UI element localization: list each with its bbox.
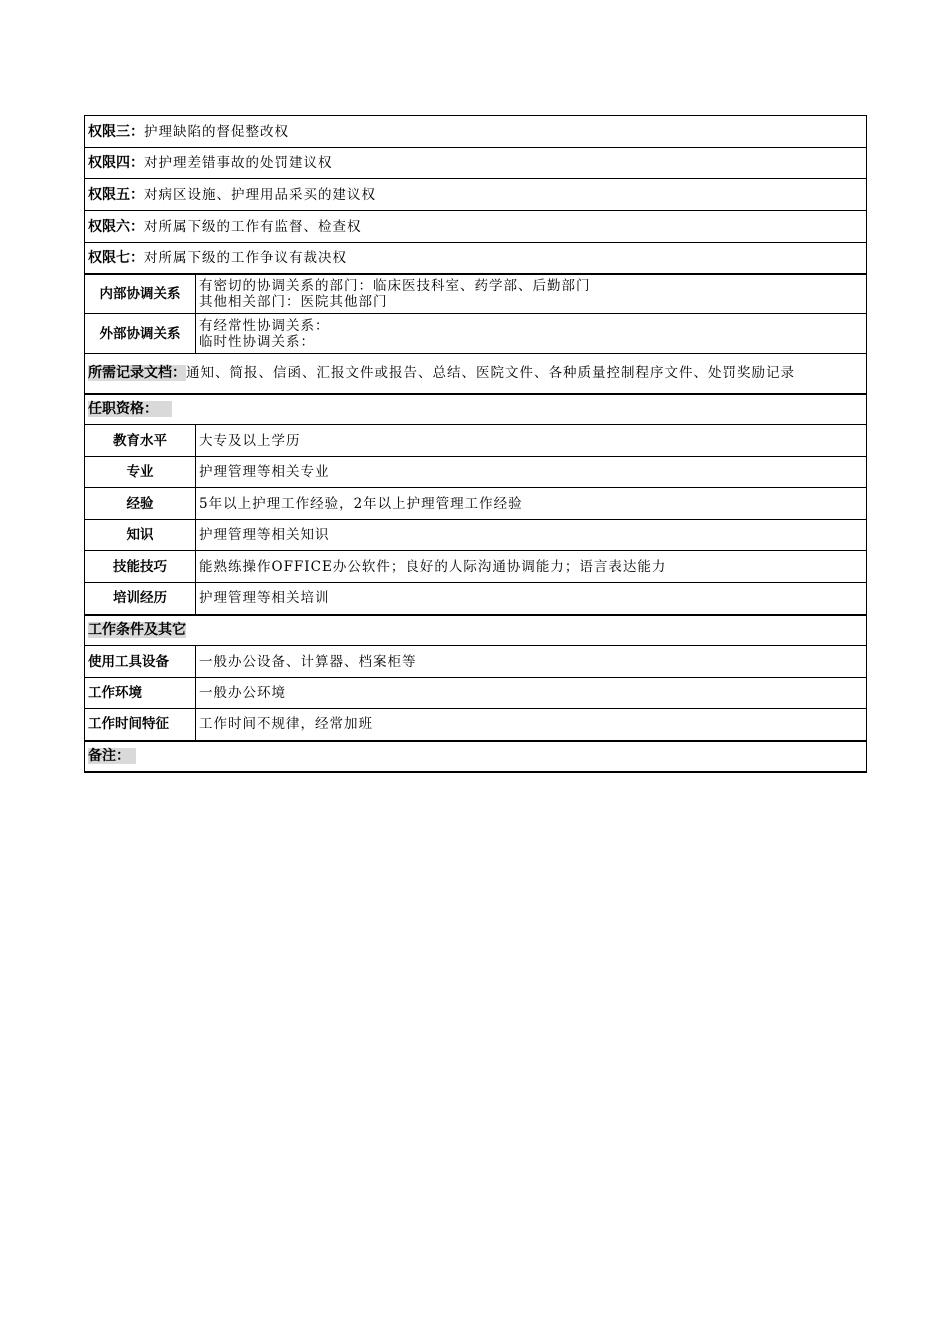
qualification-label: 经验 — [85, 488, 196, 520]
authority-row — [85, 148, 867, 179]
qualifications-header-cell — [85, 394, 867, 425]
qualification-row — [85, 520, 867, 551]
qualification-label: 专业 — [85, 457, 196, 488]
authority-row — [85, 116, 867, 148]
authority-text: 对所属下级的工作有监督、检查权 — [144, 218, 362, 235]
internal-coordination-value — [196, 274, 867, 314]
internal-coordination-line2: 其他相关部门：医院其他部门 — [199, 293, 388, 310]
records-label: 所需记录文档： — [88, 365, 186, 382]
notes-row — [85, 741, 867, 772]
authority-label: 权限六： — [88, 218, 144, 235]
authority-text: 对所属下级的工作争议有裁决权 — [144, 249, 347, 266]
condition-row — [85, 709, 867, 741]
condition-row — [85, 678, 867, 709]
internal-coordination-line1: 有密切的协调关系的部门：临床医技科室、药学部、后勤部门 — [199, 277, 591, 294]
condition-row — [85, 646, 867, 678]
external-coordination-line2: 临时性协调关系： — [199, 333, 315, 350]
qualification-row — [85, 457, 867, 488]
qualification-value: 护理管理等相关知识 — [196, 520, 867, 551]
qualification-label: 知识 — [85, 520, 196, 551]
authority-label: 权限七： — [88, 249, 144, 266]
authority-row — [85, 179, 867, 211]
authority-cell — [85, 179, 867, 211]
authority-text: 对病区设施、护理用品采买的建议权 — [144, 186, 376, 203]
qualification-label: 技能技巧 — [85, 551, 196, 583]
authority-row — [85, 243, 867, 274]
qualification-row — [85, 583, 867, 615]
authority-cell — [85, 243, 867, 274]
notes-label: 备注： — [88, 748, 136, 764]
records-cell — [85, 354, 867, 394]
qualification-row — [85, 488, 867, 520]
authority-text: 对护理差错事故的处罚建议权 — [144, 155, 333, 171]
authority-label: 权限四： — [88, 155, 144, 171]
qualification-row — [85, 425, 867, 457]
qualifications-header-row — [85, 394, 867, 425]
qualification-value: 5年以上护理工作经验，2年以上护理管理工作经验 — [196, 488, 867, 520]
qualification-value: 大专及以上学历 — [196, 425, 867, 457]
condition-value: 一般办公设备、计算器、档案柜等 — [196, 646, 867, 678]
records-row — [85, 354, 867, 394]
authority-cell — [85, 148, 867, 179]
conditions-header-cell — [85, 615, 867, 646]
condition-label: 工作环境 — [85, 678, 196, 709]
external-coordination-label: 外部协调关系 — [85, 314, 196, 354]
qualification-value: 护理管理等相关培训 — [196, 583, 867, 615]
qualification-label: 教育水平 — [85, 425, 196, 457]
authority-label: 权限三： — [88, 123, 144, 140]
condition-label: 工作时间特征 — [85, 709, 196, 741]
internal-coordination-row — [85, 274, 867, 314]
authority-row — [85, 211, 867, 243]
external-coordination-line1: 有经常性协调关系： — [199, 317, 330, 334]
qualifications-header: 任职资格： — [88, 401, 172, 417]
qualification-value: 护理管理等相关专业 — [196, 457, 867, 488]
qualification-value: 能熟练操作OFFICE办公软件；良好的人际沟通协调能力；语言表达能力 — [196, 551, 867, 583]
condition-value: 工作时间不规律，经常加班 — [196, 709, 867, 741]
external-coordination-row — [85, 314, 867, 354]
condition-label: 使用工具设备 — [85, 646, 196, 678]
conditions-header-row — [85, 615, 867, 646]
records-text: 通知、简报、信函、汇报文件或报告、总结、医院文件、各种质量控制程序文件、处罚奖励记录 — [186, 365, 795, 382]
internal-coordination-label: 内部协调关系 — [85, 274, 196, 314]
authority-cell — [85, 116, 867, 148]
qualification-row — [85, 551, 867, 583]
authority-label: 权限五： — [88, 186, 144, 203]
authority-cell — [85, 211, 867, 243]
authority-text: 护理缺陷的督促整改权 — [144, 123, 289, 140]
qualification-label: 培训经历 — [85, 583, 196, 615]
external-coordination-value — [196, 314, 867, 354]
notes-cell — [85, 741, 867, 772]
job-description-table — [84, 115, 867, 773]
condition-value: 一般办公环境 — [196, 678, 867, 709]
conditions-header: 工作条件及其它 — [88, 622, 186, 639]
